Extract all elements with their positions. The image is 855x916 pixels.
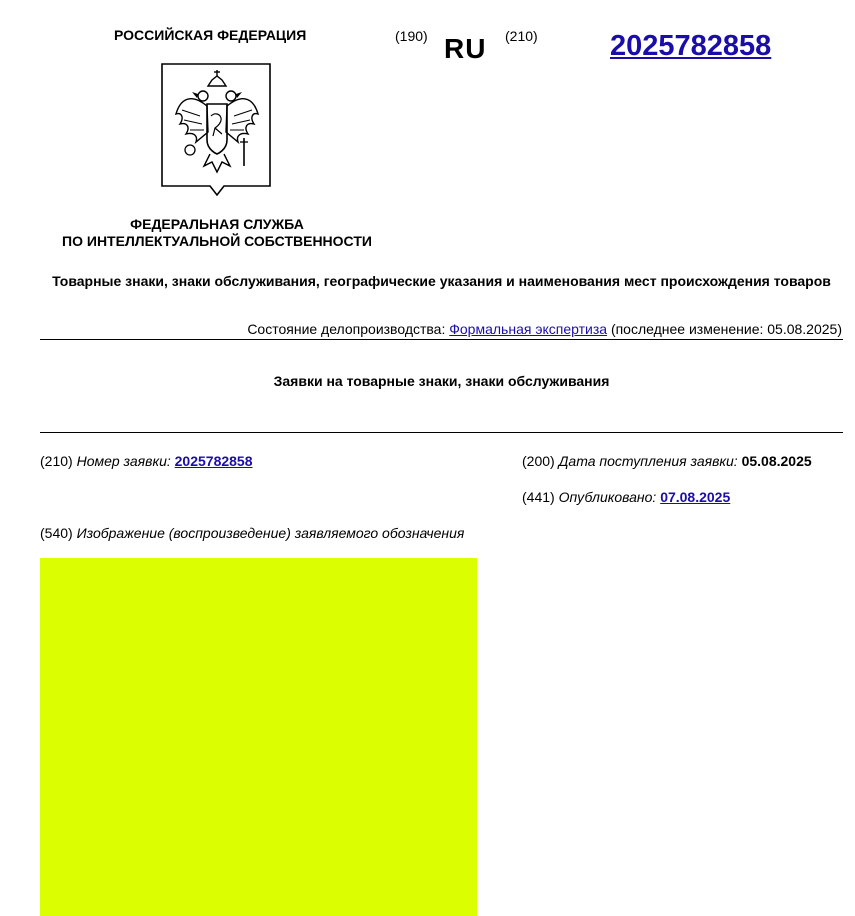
filing-date-field [522, 453, 812, 469]
field-label: Номер заявки: [76, 453, 171, 469]
document-subject: Товарные знаки, знаки обслуживания, географические указания и наименования мест происхождения товаров [52, 273, 831, 289]
country-name: РОССИЙСКАЯ ФЕДЕРАЦИЯ [114, 27, 307, 43]
divider [40, 339, 843, 340]
inid-code: (200) [522, 453, 555, 469]
status-label: Состояние делопроизводства: [247, 321, 446, 337]
status-last-change: (последнее изменение: 05.08.2025) [610, 321, 842, 337]
document-number-link[interactable]: 2025782858 [610, 30, 772, 62]
agency-line-1: ФЕДЕРАЛЬНАЯ СЛУЖБА [130, 216, 304, 232]
application-number-link[interactable]: 2025782858 [174, 453, 253, 469]
section-title: Заявки на товарные знаки, знаки обслуживания [273, 373, 610, 389]
proceedings-status [247, 321, 842, 337]
filing-date-value: 05.08.2025 [741, 453, 812, 469]
application-number-field [40, 453, 253, 469]
trademark-image [40, 558, 477, 916]
status-value-link[interactable]: Формальная экспертиза [449, 321, 608, 337]
agency-line-2: ПО ИНТЕЛЛЕКТУАЛЬНОЙ СОБСТВЕННОСТИ [62, 233, 372, 249]
field-label: Опубликовано: [558, 489, 657, 505]
published-date-link[interactable]: 07.08.2025 [660, 489, 731, 505]
mark-image-field [40, 525, 464, 541]
inid-code: (441) [522, 489, 555, 505]
field-label: Дата поступления заявки: [558, 453, 738, 469]
inid-code: (210) [40, 453, 73, 469]
published-field [522, 489, 730, 505]
inid-code-190: (190) [395, 28, 428, 44]
russian-coat-of-arms-icon [160, 62, 274, 198]
divider [40, 432, 843, 433]
inid-code: (540) [40, 525, 73, 541]
inid-code-210: (210) [505, 28, 538, 44]
field-label: Изображение (воспроизведение) заявляемого обозначения [76, 525, 465, 541]
country-code: RU [444, 33, 487, 64]
agency-name [40, 216, 394, 250]
